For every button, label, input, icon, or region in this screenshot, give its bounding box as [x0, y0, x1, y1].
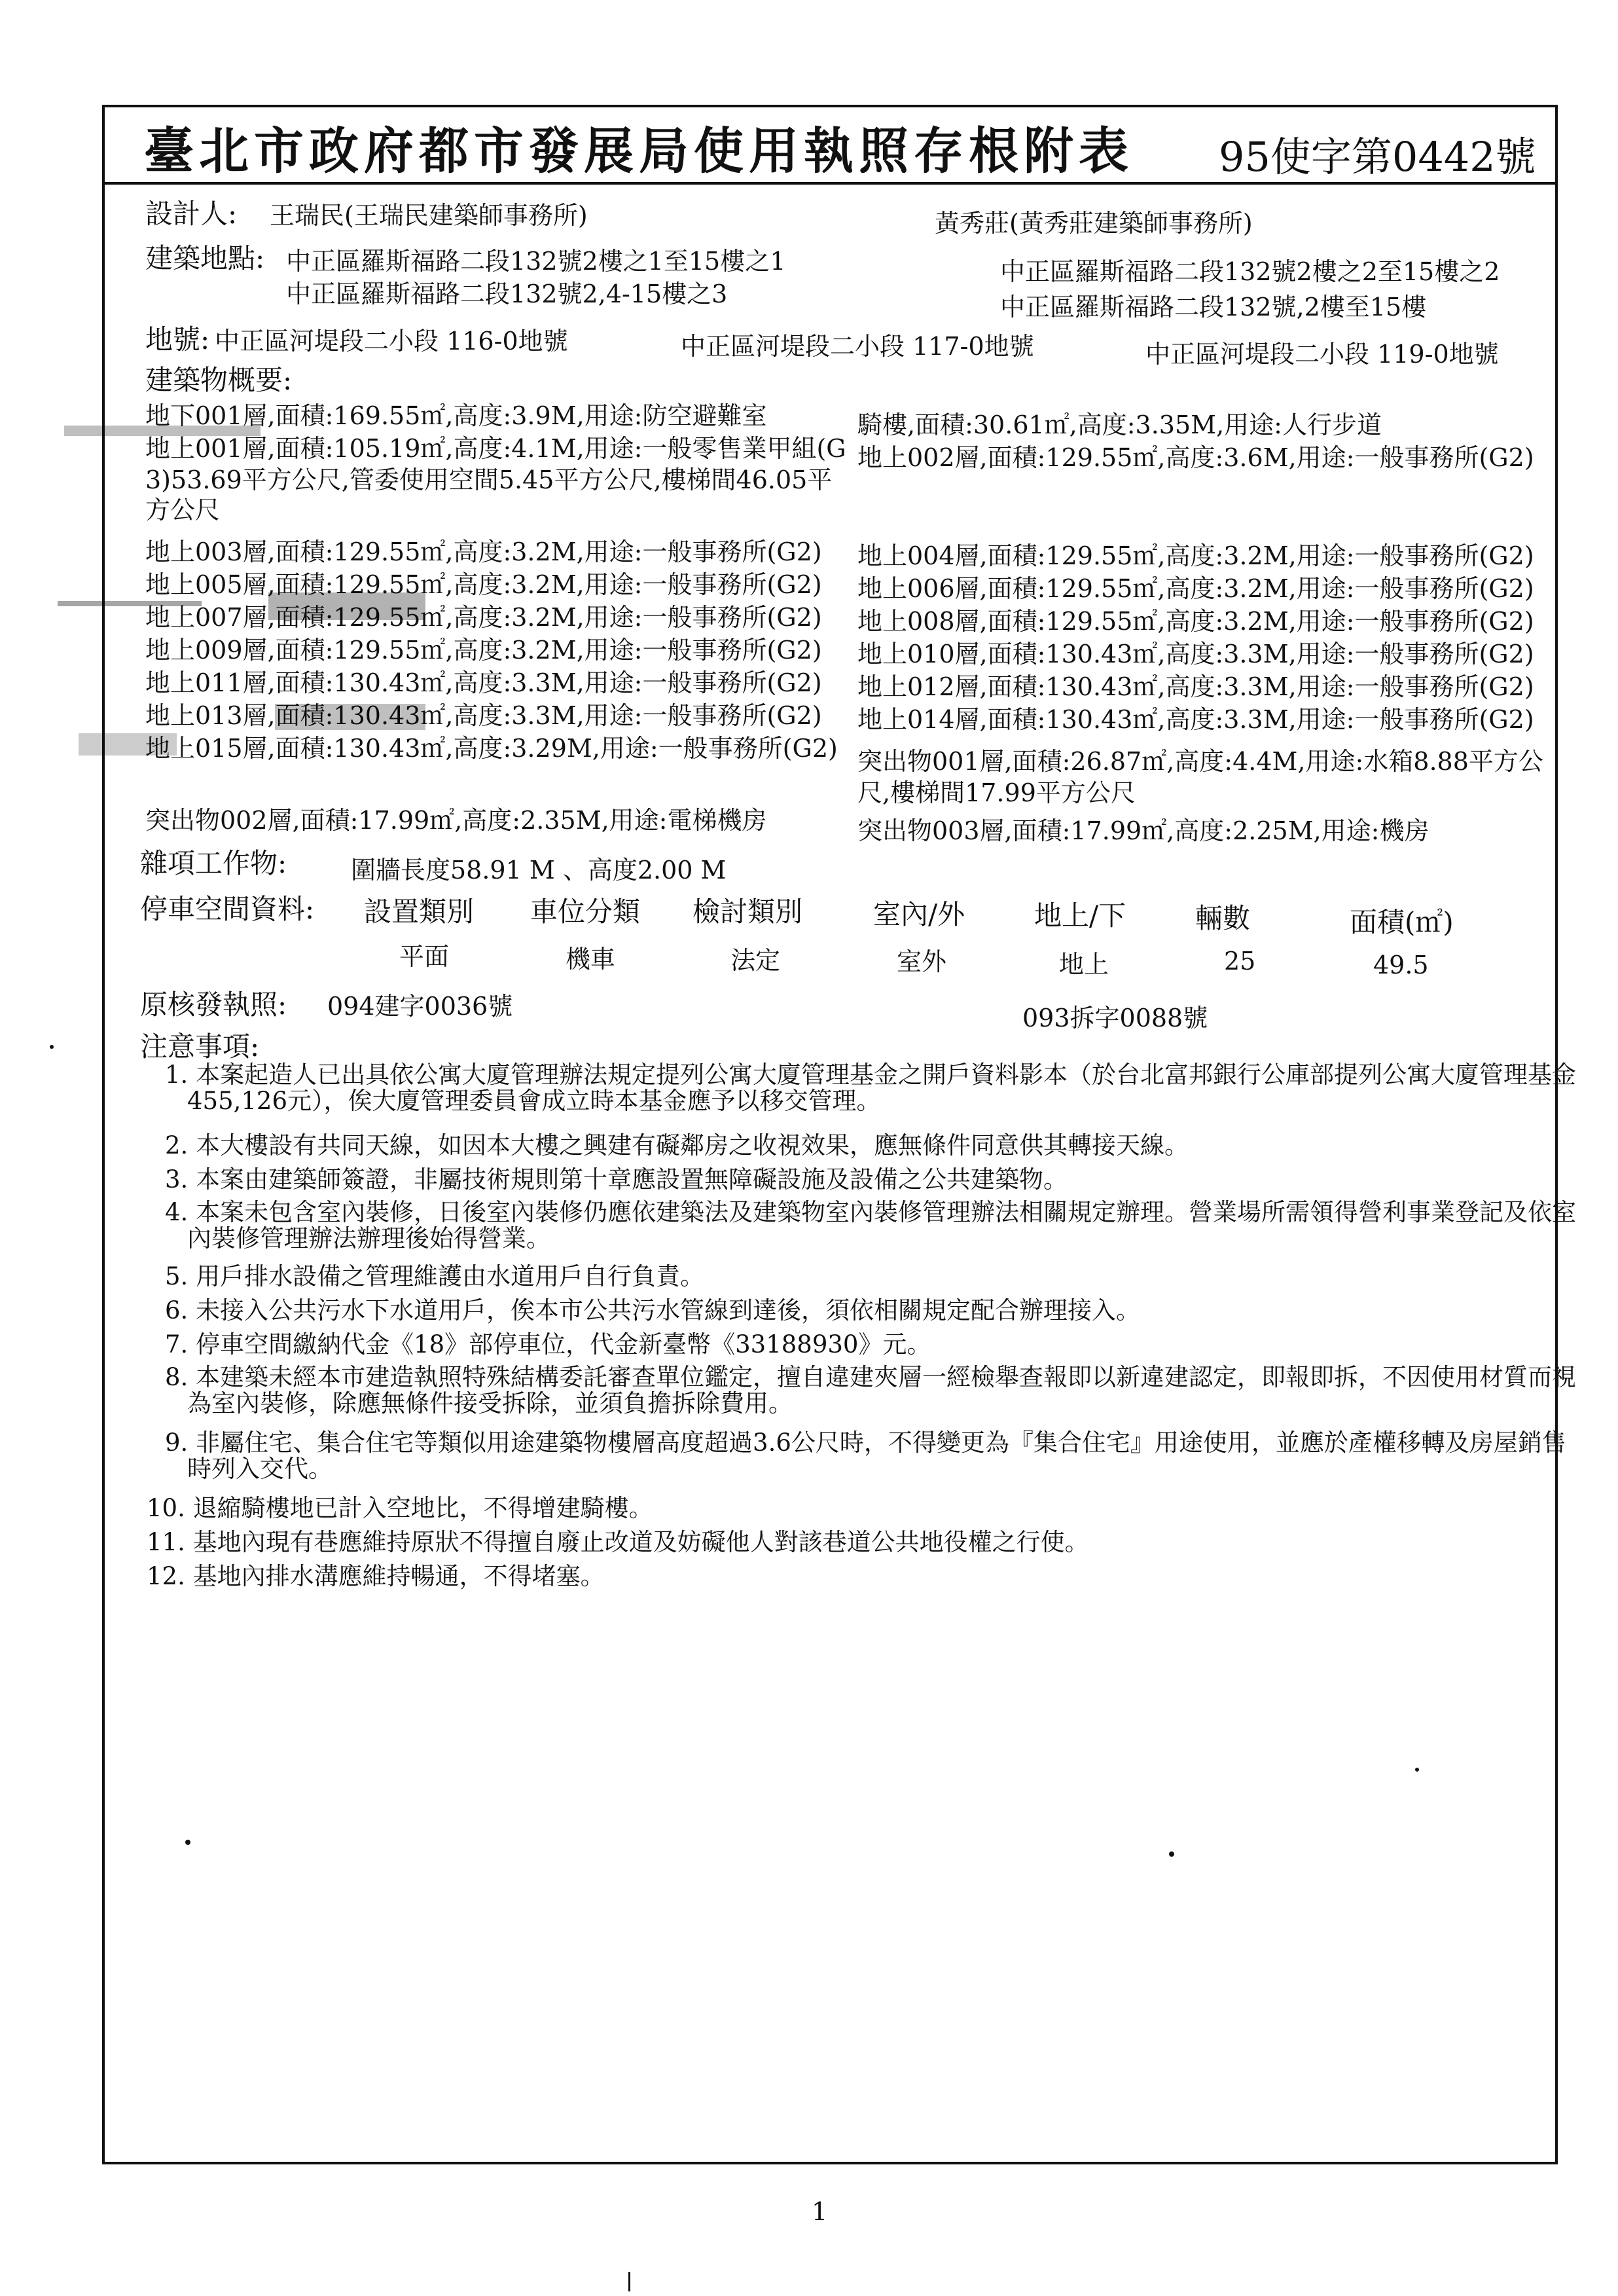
parking-header: 檢討類別	[692, 896, 803, 928]
parking-cell: 法定	[730, 946, 781, 975]
page-number: 1	[812, 2197, 828, 2226]
floor-line: 地上008層,面積:129.55㎡,高度:3.2M,用途:一般事務所(G2)	[857, 607, 1534, 636]
floor-line: 突出物001層,面積:26.87㎡,高度:4.4M,用途:水箱8.88平方公	[857, 747, 1543, 776]
scan-mark	[628, 2272, 630, 2291]
note-item: 12. 基地內排水溝應維持暢通，不得堵塞。	[147, 1562, 605, 1590]
note-item: 4. 本案未包含室內裝修，日後室內裝修仍應依建築法及建築物室內裝修管理辦法相關規定辦理。營業場所需領得營利事業登記及依室內裝修管理辦法辦理後始得營業。	[165, 1198, 1577, 1252]
floor-line: 突出物003層,面積:17.99㎡,高度:2.25M,用途:機房	[857, 816, 1429, 845]
site-address-1: 中正區羅斯福路二段132號2樓之1至15樓之1	[286, 247, 786, 276]
parking-cell: 室外	[897, 947, 947, 976]
scan-smudge	[79, 733, 177, 756]
lot-number-2: 中正區河堤段二小段 117-0地號	[681, 332, 1034, 361]
note-item: 5. 用戶排水設備之管理維護由水道用戶自行負責。	[165, 1262, 705, 1290]
parking-cell: 49.5	[1373, 951, 1429, 979]
parking-cell: 地上	[1059, 950, 1109, 979]
note-item: 1. 本案起造人已出具依公寓大廈管理辦法規定提列公寓大廈管理基金之開戶資料影本（於台北富邦銀行公庫部提列公寓大廈管理基金455,126元），俟大廈管理委員會成立時本基金應予以移交管理。	[165, 1061, 1577, 1115]
floor-line: 地上010層,面積:130.43㎡,高度:3.3M,用途:一般事務所(G2)	[857, 640, 1534, 668]
floor-line: 地上009層,面積:129.55㎡,高度:3.2M,用途:一般事務所(G2)	[145, 636, 822, 665]
note-item: 9. 非屬住宅、集合住宅等類似用途建築物樓層高度超過3.6公尺時，不得變更為『集合住宅』用途使用，並應於產權移轉及房屋銷售時列入交代。	[165, 1429, 1566, 1483]
site-address-4: 中正區羅斯福路二段132號,2樓至15樓	[1000, 293, 1427, 321]
note-item: 6. 未接入公共污水下水道用戶，俟本市公共污水管線到達後，須依相關規定配合辦理接入。	[165, 1296, 1141, 1324]
scan-smudge	[64, 426, 261, 436]
site-label: 建築地點:	[145, 242, 265, 274]
parking-header: 室內/外	[873, 898, 965, 930]
floor-line: 地上011層,面積:130.43㎡,高度:3.3M,用途:一般事務所(G2)	[145, 668, 822, 697]
floor-line: 地上002層,面積:129.55㎡,高度:3.6M,用途:一般事務所(G2)	[857, 443, 1534, 472]
original-permit-2: 093拆字0088號	[1022, 1004, 1208, 1032]
note-item: 7. 停車空間繳納代金《18》部停車位，代金新臺幣《33188930》元。	[165, 1330, 931, 1358]
note-item: 11. 基地內現有巷應維持原狀不得擅自廢止改道及妨礙他人對該巷道公共地役權之行使。	[147, 1528, 1089, 1556]
scan-smudge	[268, 592, 425, 620]
scan-speck	[50, 1045, 54, 1049]
floor-line: 地上015層,面積:130.43㎡,高度:3.29M,用途:一般事務所(G2)	[145, 734, 838, 763]
floor-line: 突出物002層,面積:17.99㎡,高度:2.35M,用途:電梯機房	[145, 806, 767, 835]
parking-cell: 25	[1224, 947, 1256, 975]
scan-smudge	[275, 704, 425, 730]
floor-line: 3)53.69平方公尺,管委使用空間5.45平方公尺,樓梯間46.05平	[145, 465, 833, 494]
floor-line: 地上013層,面積:130.43㎡,高度:3.3M,用途:一般事務所(G2)	[145, 701, 822, 730]
floor-line: 地下001層,面積:169.55㎡,高度:3.9M,用途:防空避難室	[145, 401, 767, 430]
notes-label: 注意事項:	[140, 1030, 260, 1063]
parking-cell: 平面	[399, 942, 450, 971]
misc-label: 雜項工作物:	[140, 847, 287, 879]
floor-line: 尺,樓梯間17.99平方公尺	[857, 778, 1136, 807]
original-permit-label: 原核發執照:	[140, 989, 287, 1021]
note-item: 10. 退縮騎樓地已計入空地比，不得增建騎樓。	[147, 1494, 653, 1522]
lot-label: 地號:	[145, 323, 210, 355]
designer-name-2: 黃秀莊(黃秀莊建築師事務所)	[935, 209, 1253, 238]
lot-number-1: 中正區河堤段二小段 116-0地號	[215, 327, 568, 355]
scan-smudge	[58, 601, 202, 606]
site-address-2: 中正區羅斯福路二段132號2,4-15樓之3	[286, 280, 728, 308]
designer-name-1: 王瑞民(王瑞民建築師事務所)	[270, 201, 588, 230]
floor-line: 地上003層,面積:129.55㎡,高度:3.2M,用途:一般事務所(G2)	[145, 538, 822, 566]
overview-label: 建築物概要:	[145, 364, 293, 396]
site-address-3: 中正區羅斯福路二段132號2樓之2至15樓之2	[1000, 257, 1500, 286]
floor-line: 地上012層,面積:130.43㎡,高度:3.3M,用途:一般事務所(G2)	[857, 672, 1534, 701]
parking-cell: 機車	[566, 945, 616, 974]
lot-number-3: 中正區河堤段二小段 119-0地號	[1145, 340, 1499, 369]
floor-line: 方公尺	[145, 496, 221, 524]
original-permit-1: 094建字0036號	[327, 992, 513, 1021]
parking-header: 輛數	[1195, 902, 1251, 934]
note-item: 8. 本建築未經本市建造執照特殊結構委託審查單位鑑定，擅自違建夾層一經檢舉查報即以新違建認定，即報即拆，不因使用材質而視為室內裝修，除應無條件接受拆除，並須負擔拆除費用。	[165, 1363, 1577, 1417]
note-item: 3. 本案由建築師簽證，非屬技術規則第十章應設置無障礙設施及設備之公共建築物。	[165, 1165, 1068, 1194]
note-item: 2. 本大樓設有共同天線，如因本大樓之興建有礙鄰房之收視效果，應無條件同意供其轉接天線。	[165, 1131, 1189, 1159]
floor-line: 地上004層,面積:129.55㎡,高度:3.2M,用途:一般事務所(G2)	[857, 541, 1534, 570]
designer-label: 設計人:	[145, 198, 238, 230]
scan-speck	[1169, 1851, 1174, 1857]
scan-speck	[1415, 1768, 1419, 1772]
scan-speck	[185, 1840, 190, 1845]
floor-line: 騎樓,面積:30.61㎡,高度:3.35M,用途:人行步道	[857, 410, 1382, 439]
parking-label: 停車空間資料:	[140, 893, 315, 925]
floor-line: 地上006層,面積:129.55㎡,高度:3.2M,用途:一般事務所(G2)	[857, 574, 1534, 603]
floor-line: 地上014層,面積:130.43㎡,高度:3.3M,用途:一般事務所(G2)	[857, 705, 1534, 734]
parking-header: 面積(㎡)	[1350, 906, 1454, 938]
floor-line: 地上007層,面積:129.55㎡,高度:3.2M,用途:一般事務所(G2)	[145, 603, 822, 632]
floor-line: 地上005層,面積:129.55㎡,高度:3.2M,用途:一般事務所(G2)	[145, 570, 822, 599]
permit-number: 95使字第0442號	[1219, 133, 1536, 181]
parking-header: 地上/下	[1034, 900, 1126, 932]
parking-header: 車位分類	[530, 896, 641, 928]
floor-line: 地上001層,面積:105.19㎡,高度:4.1M,用途:一般零售業甲組(G	[145, 434, 846, 463]
misc-value: 圍牆長度58.91 M 、高度2.00 M	[351, 856, 727, 884]
document-title: 臺北市政府都市發展局使用執照存根附表	[144, 122, 1134, 180]
parking-header: 設置類別	[364, 896, 475, 928]
